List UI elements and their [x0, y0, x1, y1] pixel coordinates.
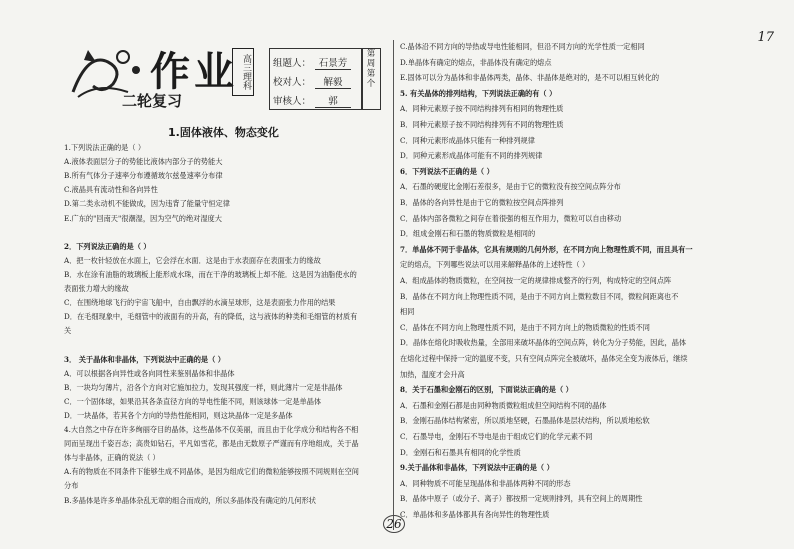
question-line: D．晶体在熔化时吸收热量，全部用来破坏晶体的空间点阵，转化为分子势能，因此，晶体 — [400, 338, 687, 348]
question-line: B．晶体在不同方向上物理性质不同，是由于不同方向上微粒数目不同，微粒间距离也不 — [400, 291, 679, 301]
question-line: 表面张力增大的缘故 — [64, 284, 129, 293]
question-line: A．同种物质不可能呈现晶体和非晶体两种不同的形态 — [400, 478, 571, 488]
question-line: 同而呈现出千姿百态；高贵如钻石，平凡如雪花，都是由无数原子严谨而有序地组成，关于晶 — [64, 439, 359, 449]
question-line: 6．下列说法不正确的是（ ） — [400, 166, 494, 176]
question-line: C．单晶体和多晶体都具有各向异性的物理性质 — [400, 510, 550, 519]
question-line: 1.下列说法正确的是（ ） — [64, 143, 146, 152]
page-number-bottom: 26 — [383, 515, 405, 533]
staff-info-box — [269, 48, 363, 110]
question-line: 9.关于晶体和非晶体，下列说法中正确的是（ ） — [400, 463, 554, 473]
question-line: 7．单晶体不同于非晶体，它具有规则的几何外形，在不同方向上物理性质不同，而且具有一 — [400, 244, 693, 254]
question-line: B.多晶体是许多单晶体杂乱无章的组合而成的，所以多晶体没有确定的几何形状 — [64, 495, 316, 505]
question-line: C．一个固体球，如果沿其各条直径方向的导电性能不同，则该球体一定是单晶体 — [64, 396, 322, 406]
question-line: B．金刚石晶体结构紧密，所以质地坚硬，石墨晶体是层状结构，所以质地松软 — [400, 416, 650, 426]
question-line: A．石墨的硬度比金刚石差很多，是由于它的微粒没有按空间点阵分布 — [400, 182, 621, 192]
question-line: D.第二类永动机不能做成，因为违背了能量守恒定律 — [64, 199, 230, 209]
question-line: 5. 有关晶体的排列结构，下列说法正确的有（ ） — [400, 88, 557, 98]
worksheet-title: 作业 — [150, 49, 238, 95]
section-title: 1.固体液体、物态变化 — [168, 126, 279, 139]
grade-stamp: 高三理科 — [232, 48, 254, 96]
question-line: C．同种元素形成晶体只能有一种排列规律 — [400, 135, 535, 145]
question-line: A．组成晶体的物质微粒，在空间按一定的规律排成整齐的行列，构成特定的空间点阵 — [400, 276, 672, 285]
question-line: A.有的物质在不同条件下能够生成不同晶体，是因为组成它们的微粒能够按照不同规则在空间 — [64, 467, 359, 477]
question-line: 4.大自然之中存在许多绚丽夺目的晶体，这些晶体不仅美丽，而且由于化学成分和结构各不相 — [64, 425, 359, 434]
week-column: 第 周 第 个 — [361, 48, 381, 110]
question-line: D．组成金刚石和石墨的物质微粒是相同的 — [400, 229, 536, 239]
question-line: B．晶体中原子（或分子、离子）都按照一定规则排列，具有空间上的周期性 — [400, 494, 643, 504]
question-line: B．同种元素原子按不同结构排列有不同的物理性质 — [400, 120, 564, 129]
question-line: 定的熔点，下列哪些说法可以用来解释晶体的上述特性（ ） — [400, 260, 590, 270]
question-line: A．石墨和金刚石都是由同种物质微粒组成但空间结构不同的晶体 — [400, 400, 607, 410]
question-line: C．晶体在不同方向上物理性质不同，是由于不同方向上的物质微粒的性质不同 — [400, 322, 650, 332]
info-row-reviewer: 审核人： 郭 — [273, 93, 351, 108]
question-line: 在熔化过程中保持一定的温度不变，只有空间点阵完全被破坏，晶体完全变为液体后，继续 — [400, 354, 688, 363]
question-line: 相同 — [400, 307, 415, 317]
worksheet-header — [62, 38, 384, 122]
question-line: D．在毛细现象中，毛细管中的液面有的升高，有的降低，这与液体的种类和毛细管的材质有 — [64, 312, 358, 322]
question-line: A．可以根据各向异性或各向同性来鉴别晶体和非晶体 — [64, 368, 235, 378]
question-line: B．晶体的各向异性是由于它的微粒按空间点阵排列 — [400, 198, 564, 207]
column-divider — [393, 40, 394, 530]
question-line: C．石墨导电，金刚石不导电是由于组成它们的化学元素不同 — [400, 432, 593, 441]
question-line: A.液体表面层分子的势能比液体内部分子的势能大 — [64, 157, 223, 167]
question-line: 2．下列说法正确的是（ ） — [64, 241, 151, 251]
question-line: B．水在涂有油脂的玻璃板上能形成水珠，而在干净的玻璃板上却不能．这是因为油脂使水的 — [64, 269, 357, 279]
worksheet-subtitle: 二轮复习 — [122, 92, 183, 110]
question-line: C．晶体内部各微粒之间存在着很强的相互作用力，微粒可以自由移动 — [400, 213, 622, 223]
question-line: 加热，温度才会升高 — [400, 369, 465, 379]
question-line: C.液晶具有流动性和各向异性 — [64, 185, 158, 195]
question-line: 关 — [64, 326, 72, 336]
question-line: E.固体可以分为晶体和非晶体两类，晶体、非晶体是绝对的，是不可以相互转化的 — [400, 73, 660, 83]
question-line: C．在围绕地球飞行的宇宙飞船中，自由飘浮的水滴呈球形，这是表面张力作用的结果 — [64, 298, 336, 308]
question-line: D．一块晶体，若其各个方向的导热性能相同，则这块晶体一定是多晶体 — [64, 410, 293, 420]
question-line: 3． 关于晶体和非晶体，下列说法中正确的是（ ） — [64, 354, 225, 364]
info-row-compiler: 组题人： 石景芳 — [273, 55, 351, 70]
question-line: A．同种元素原子按不同结构排列有相同的物理性质 — [400, 104, 564, 114]
page-number-top: 17 — [757, 30, 774, 45]
question-line: 8．关于石墨和金刚石的区别，下面说法正确的是（ ） — [400, 385, 573, 395]
question-line: B.所有气体分子速率分布遵循玻尔兹曼速率分布律 — [64, 171, 223, 181]
question-line: A．把一枚针轻放在水面上，它会浮在水面．这是由于水表面存在表面张力的缘故 — [64, 255, 321, 265]
question-line: 分布 — [64, 481, 79, 491]
question-line: C.晶体沿不同方向的导热或导电性能相同，但沿不同方向的光学性质一定相同 — [400, 42, 645, 51]
info-row-proofreader: 校对人： 解毅 — [273, 74, 351, 89]
question-line: E.广东的"回南天"很潮湿，因为空气的绝对湿度大 — [64, 213, 222, 223]
question-line: 体与非晶体，正确的说法（ ） — [64, 453, 160, 463]
question-line: D．同种元素形成晶体可能有不同的排列规律 — [400, 151, 543, 161]
question-line: B．一块均匀薄片，沿各个方向对它施加拉力，发现其强度一样，则此薄片一定是非晶体 — [64, 382, 343, 392]
question-line: D.单晶体有确定的熔点，非晶体没有确定的熔点 — [400, 57, 552, 67]
question-line: D．金刚石和石墨具有相同的化学性质 — [400, 447, 521, 457]
